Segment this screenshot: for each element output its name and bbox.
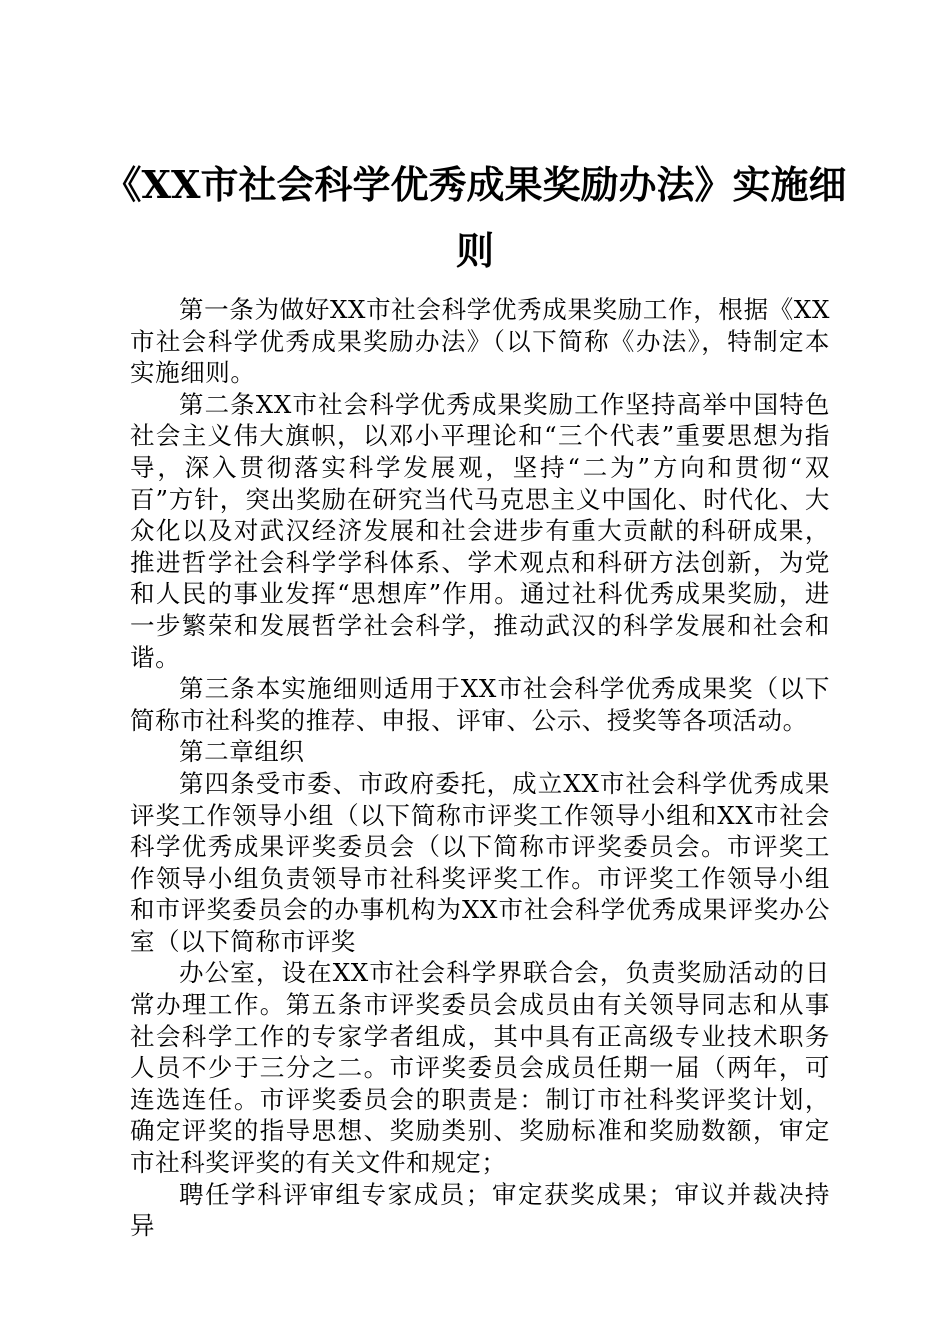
paragraph-article-3: 第三条本实施细则适用于XX市社会科学优秀成果奖（以下简称市社科奖的推荐、申报、评审、公示、授奖等各项活动。 bbox=[130, 674, 830, 735]
document-title: 《XX市社会科学优秀成果奖励办法》实施细则 bbox=[103, 162, 847, 273]
paragraph-article-5: 办公室，设在XX市社会科学界联合会，负责奖励活动的日常办理工作。第五条市评奖委员会成员由有关领导同志和从事社会科学工作的专家学者组成，其中具有正高级专业技术职务人员不少于三分之二。市评奖委员会成员任期一届（两年，可连选连任。市评奖委员会的职责是：制订市社科奖评奖计划，确定评奖的指导思想、奖励类别、奖励标准和奖励数额，审定市社科奖评奖的有关文件和规定； bbox=[130, 958, 830, 1178]
document-body bbox=[130, 294, 830, 1242]
paragraph-article-2: 第二条XX市社会科学优秀成果奖励工作坚持高举中国特色社会主义伟大旗帜，以邓小平理论和“三个代表”重要思想为指导，深入贯彻落实科学发展观，坚持“二为”方向和贯彻“双百”方针，突出奖励在研究当代马克思主义中国化、时代化、大众化以及对武汉经济发展和社会进步有重大贡献的科研成果，推进哲学社会科学学科体系、学术观点和科研方法创新，为党和人民的事业发挥“思想库”作用。通过社科优秀成果奖励，进一步繁荣和发展哲学社会科学，推动武汉的科学发展和社会和谐。 bbox=[130, 389, 830, 672]
paragraph-continuation: 聘任学科评审组专家成员；审定获奖成果；审议并裁决持异 bbox=[130, 1179, 830, 1241]
paragraph-article-1: 第一条为做好XX市社会科学优秀成果奖励工作，根据《XX市社会科学优秀成果奖励办法》（以下简称《办法》，特制定本实施细则。 bbox=[130, 295, 830, 388]
paragraph-article-4: 第四条受市委、市政府委托，成立XX市社会科学优秀成果评奖工作领导小组（以下简称市评奖工作领导小组和XX市社会科学优秀成果评奖委员会（以下简称市评奖委员会。市评奖工作领导小组负责领导市社科奖评奖工作。市评奖工作领导小组和市评奖委员会的办事机构为XX市社会科学优秀成果评奖办公室（以下简称市评奖 bbox=[130, 768, 830, 956]
chapter-heading: 第二章组织 bbox=[179, 737, 305, 767]
